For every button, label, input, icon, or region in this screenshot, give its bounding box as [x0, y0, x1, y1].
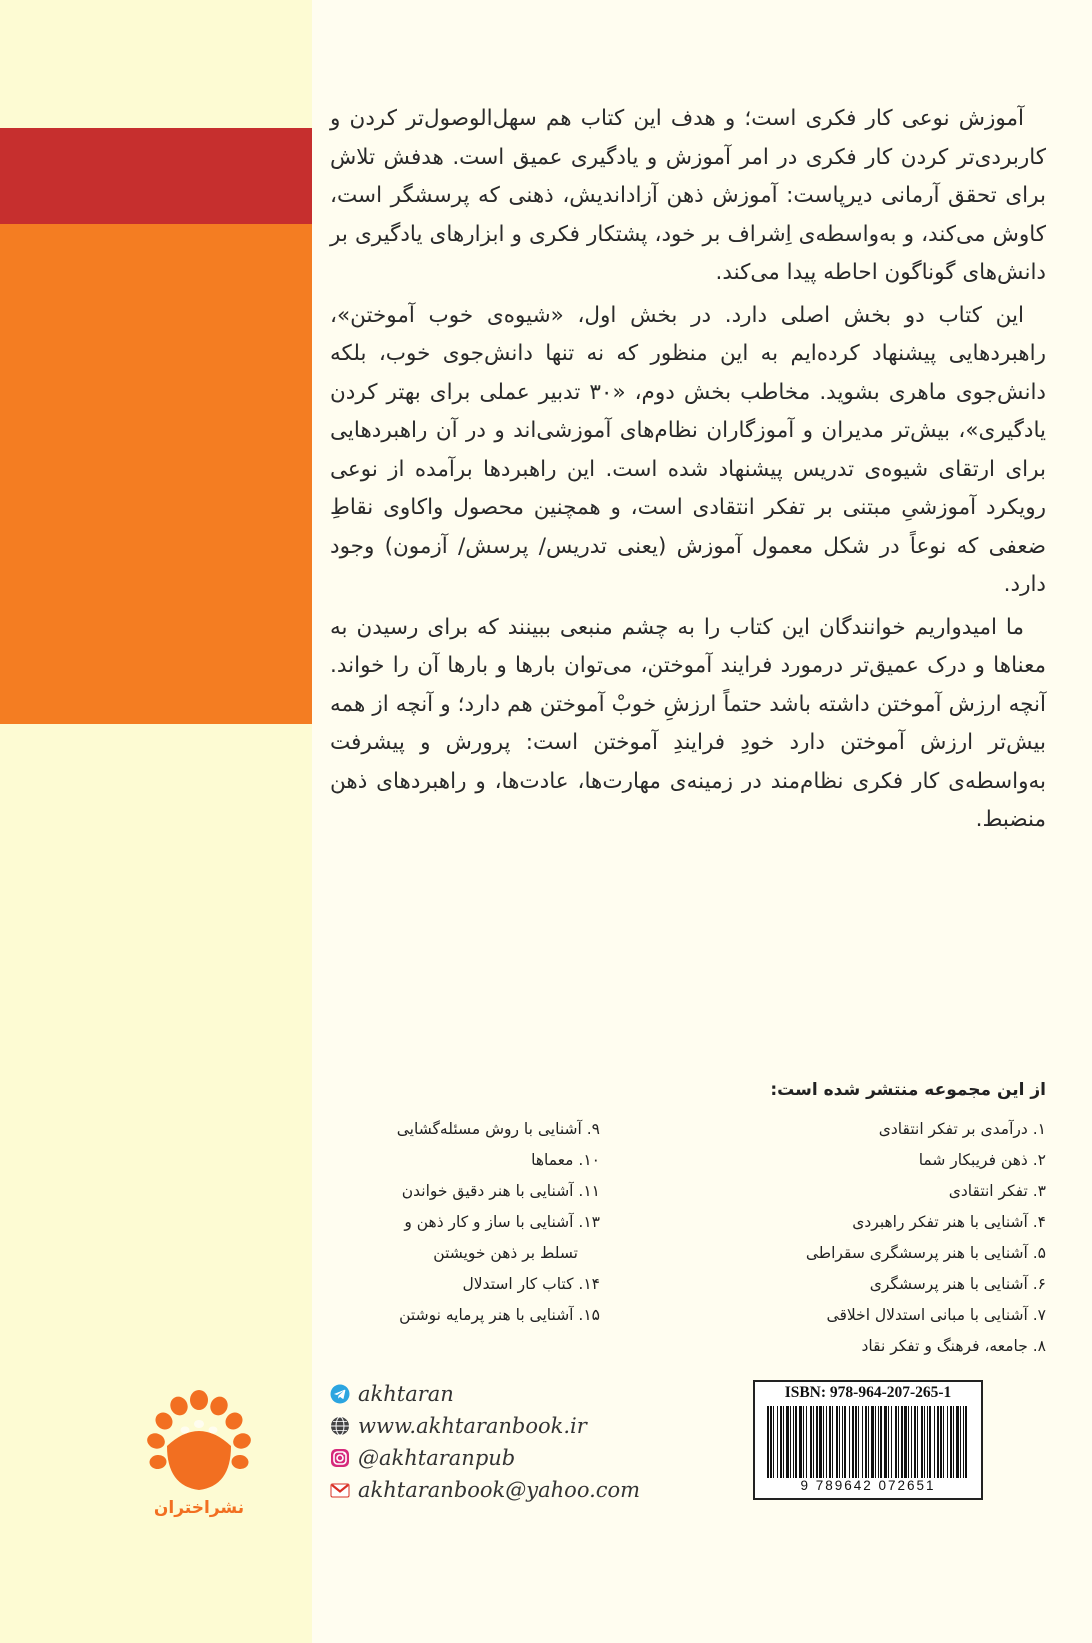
- blurb-text: [330, 100, 1046, 844]
- series-item: ۲. ذهن فریبکار شما: [918, 1151, 1046, 1169]
- publisher-logo: [147, 1388, 251, 1500]
- series-item: ۳. تفکر انتقادی: [948, 1182, 1046, 1200]
- series-item: ۱۱. آشنایی با هنر دقیق خواندن: [401, 1182, 600, 1200]
- gmail-icon: [330, 1480, 350, 1500]
- blurb-paragraph: ما امیدواریم خوانندگان این کتاب را به چشم منبعی ببینند که برای رسیدن به معناها و درک عمیق‌تر درمورد فرایند آموختن، می‌توان بارها و بارها آن را خواند. آنچه ارزش آموختن داشته باشد حتماً ارزشِ خوبْ آموختن هم دارد؛ و آنچه از همه بیش‌تر ارزش آموختن دارد خودِ فرایندِ آموختن است: پرورش و پیشرفت به‌واسطه‌ی کار فکری نظام‌مند در زمینه‌ی مهارت‌ها، عادت‌ها، و راهبردهای ذهن منضبط.: [330, 614, 1046, 832]
- red-color-band: [0, 128, 312, 224]
- series-item: ۱۴. کتاب کار استدلال: [462, 1275, 600, 1293]
- blurb-paragraph: این کتاب دو بخش اصلی دارد. در بخش اول، «شیوه‌ی خوب آموختن»، راهبردهایی پیشنهاد کرده‌ایم به این منظور که نه تنها دانش‌جوی خوب، بلکه دانش‌جوی ماهری بشوید. مخاطب بخش دوم، «۳۰ تدبیر عملی برای بهتر کردن یادگیری»، بیش‌تر مدیران و آموزگاران نظام‌های آموزشی‌اند و در آن راهبردهایی برای ارتقای شیوه‌ی تدریس پیشنهاد شده است. این راهبردها برآمده از نوعی رویکرد آموزشیِ مبتنی بر تفکر انتقادی است، و همچنین محصول واکاوی نقاطِ ضعفی که نوعاً در شکل معمول آموزش (یعنی تدریس/ پرسش/ آزمون) وجود دارد.: [330, 302, 1046, 597]
- barcode-bars: [765, 1406, 971, 1478]
- instagram-handle: @akhtaranpub: [358, 1446, 516, 1470]
- telegram-row[interactable]: [330, 1378, 650, 1410]
- instagram-icon: [330, 1448, 350, 1468]
- telegram-icon: [330, 1384, 350, 1404]
- series-heading: از این مجموعه منتشر شده است:: [770, 1080, 1046, 1100]
- series-item: ۷. آشنایی با مبانی استدلال اخلاقی: [826, 1306, 1046, 1324]
- series-item: ۵. آشنایی با هنر پرسشگری سقراطی: [805, 1244, 1046, 1262]
- series-list-right: [600, 1114, 1046, 1362]
- orange-color-band: [0, 224, 312, 724]
- series-item: ۱. درآمدی بر تفکر انتقادی: [878, 1120, 1046, 1138]
- blurb-paragraph: آموزش نوعی کار فکری است؛ و هدف این کتاب هم سهل‌الوصول‌تر کردن و کاربردی‌تر کردن کار فکری در امر آموزش و یادگیری عمیق است. هدفش تلاش برای تحقق آرمانی دیرپاست: آموزش ذهن آزاداندیش، ذهنی که پرسشگر است، کاوش می‌کند، و به‌واسطه‌ی اِشراف بر خود، پشتکار فکری و ابزارهای یادگیری بر دانش‌های گوناگون احاطه پیدا می‌کند.: [330, 106, 1046, 285]
- contact-info: [330, 1378, 650, 1506]
- email-row[interactable]: [330, 1474, 650, 1506]
- website-url: www.akhtaranbook.ir: [358, 1414, 587, 1438]
- instagram-row[interactable]: [330, 1442, 650, 1474]
- series-item: ۱۰. معماها: [531, 1151, 600, 1169]
- series-item: ۱۵. آشنایی با هنر پرمایه نوشتن: [399, 1306, 600, 1324]
- barcode-digits: 9 789642 072651: [800, 1478, 936, 1493]
- series-item: ۸. جامعه، فرهنگ و تفکر نقاد: [861, 1337, 1046, 1355]
- series-list-left: [300, 1114, 600, 1331]
- email-address: akhtaranbook@yahoo.com: [358, 1478, 641, 1502]
- series-item: ۹. آشنایی با روش مسئله‌گشایی: [396, 1120, 600, 1138]
- telegram-handle: akhtaran: [358, 1382, 454, 1406]
- series-item-continuation: تسلط بر ذهن خویشتن: [433, 1244, 578, 1262]
- isbn-label: ISBN: 978-964-207-265-1: [784, 1384, 952, 1401]
- website-row[interactable]: [330, 1410, 650, 1442]
- globe-icon: [330, 1416, 350, 1436]
- isbn-barcode: [753, 1380, 983, 1500]
- series-item: ۶. آشنایی با هنر پرسشگری: [869, 1275, 1046, 1293]
- series-item: ۱۳. آشنایی با ساز و کار ذهن و: [404, 1213, 600, 1231]
- publisher-name: نشراختران: [153, 1498, 245, 1518]
- series-item: ۴. آشنایی با هنر تفکر راهبردی: [852, 1213, 1046, 1231]
